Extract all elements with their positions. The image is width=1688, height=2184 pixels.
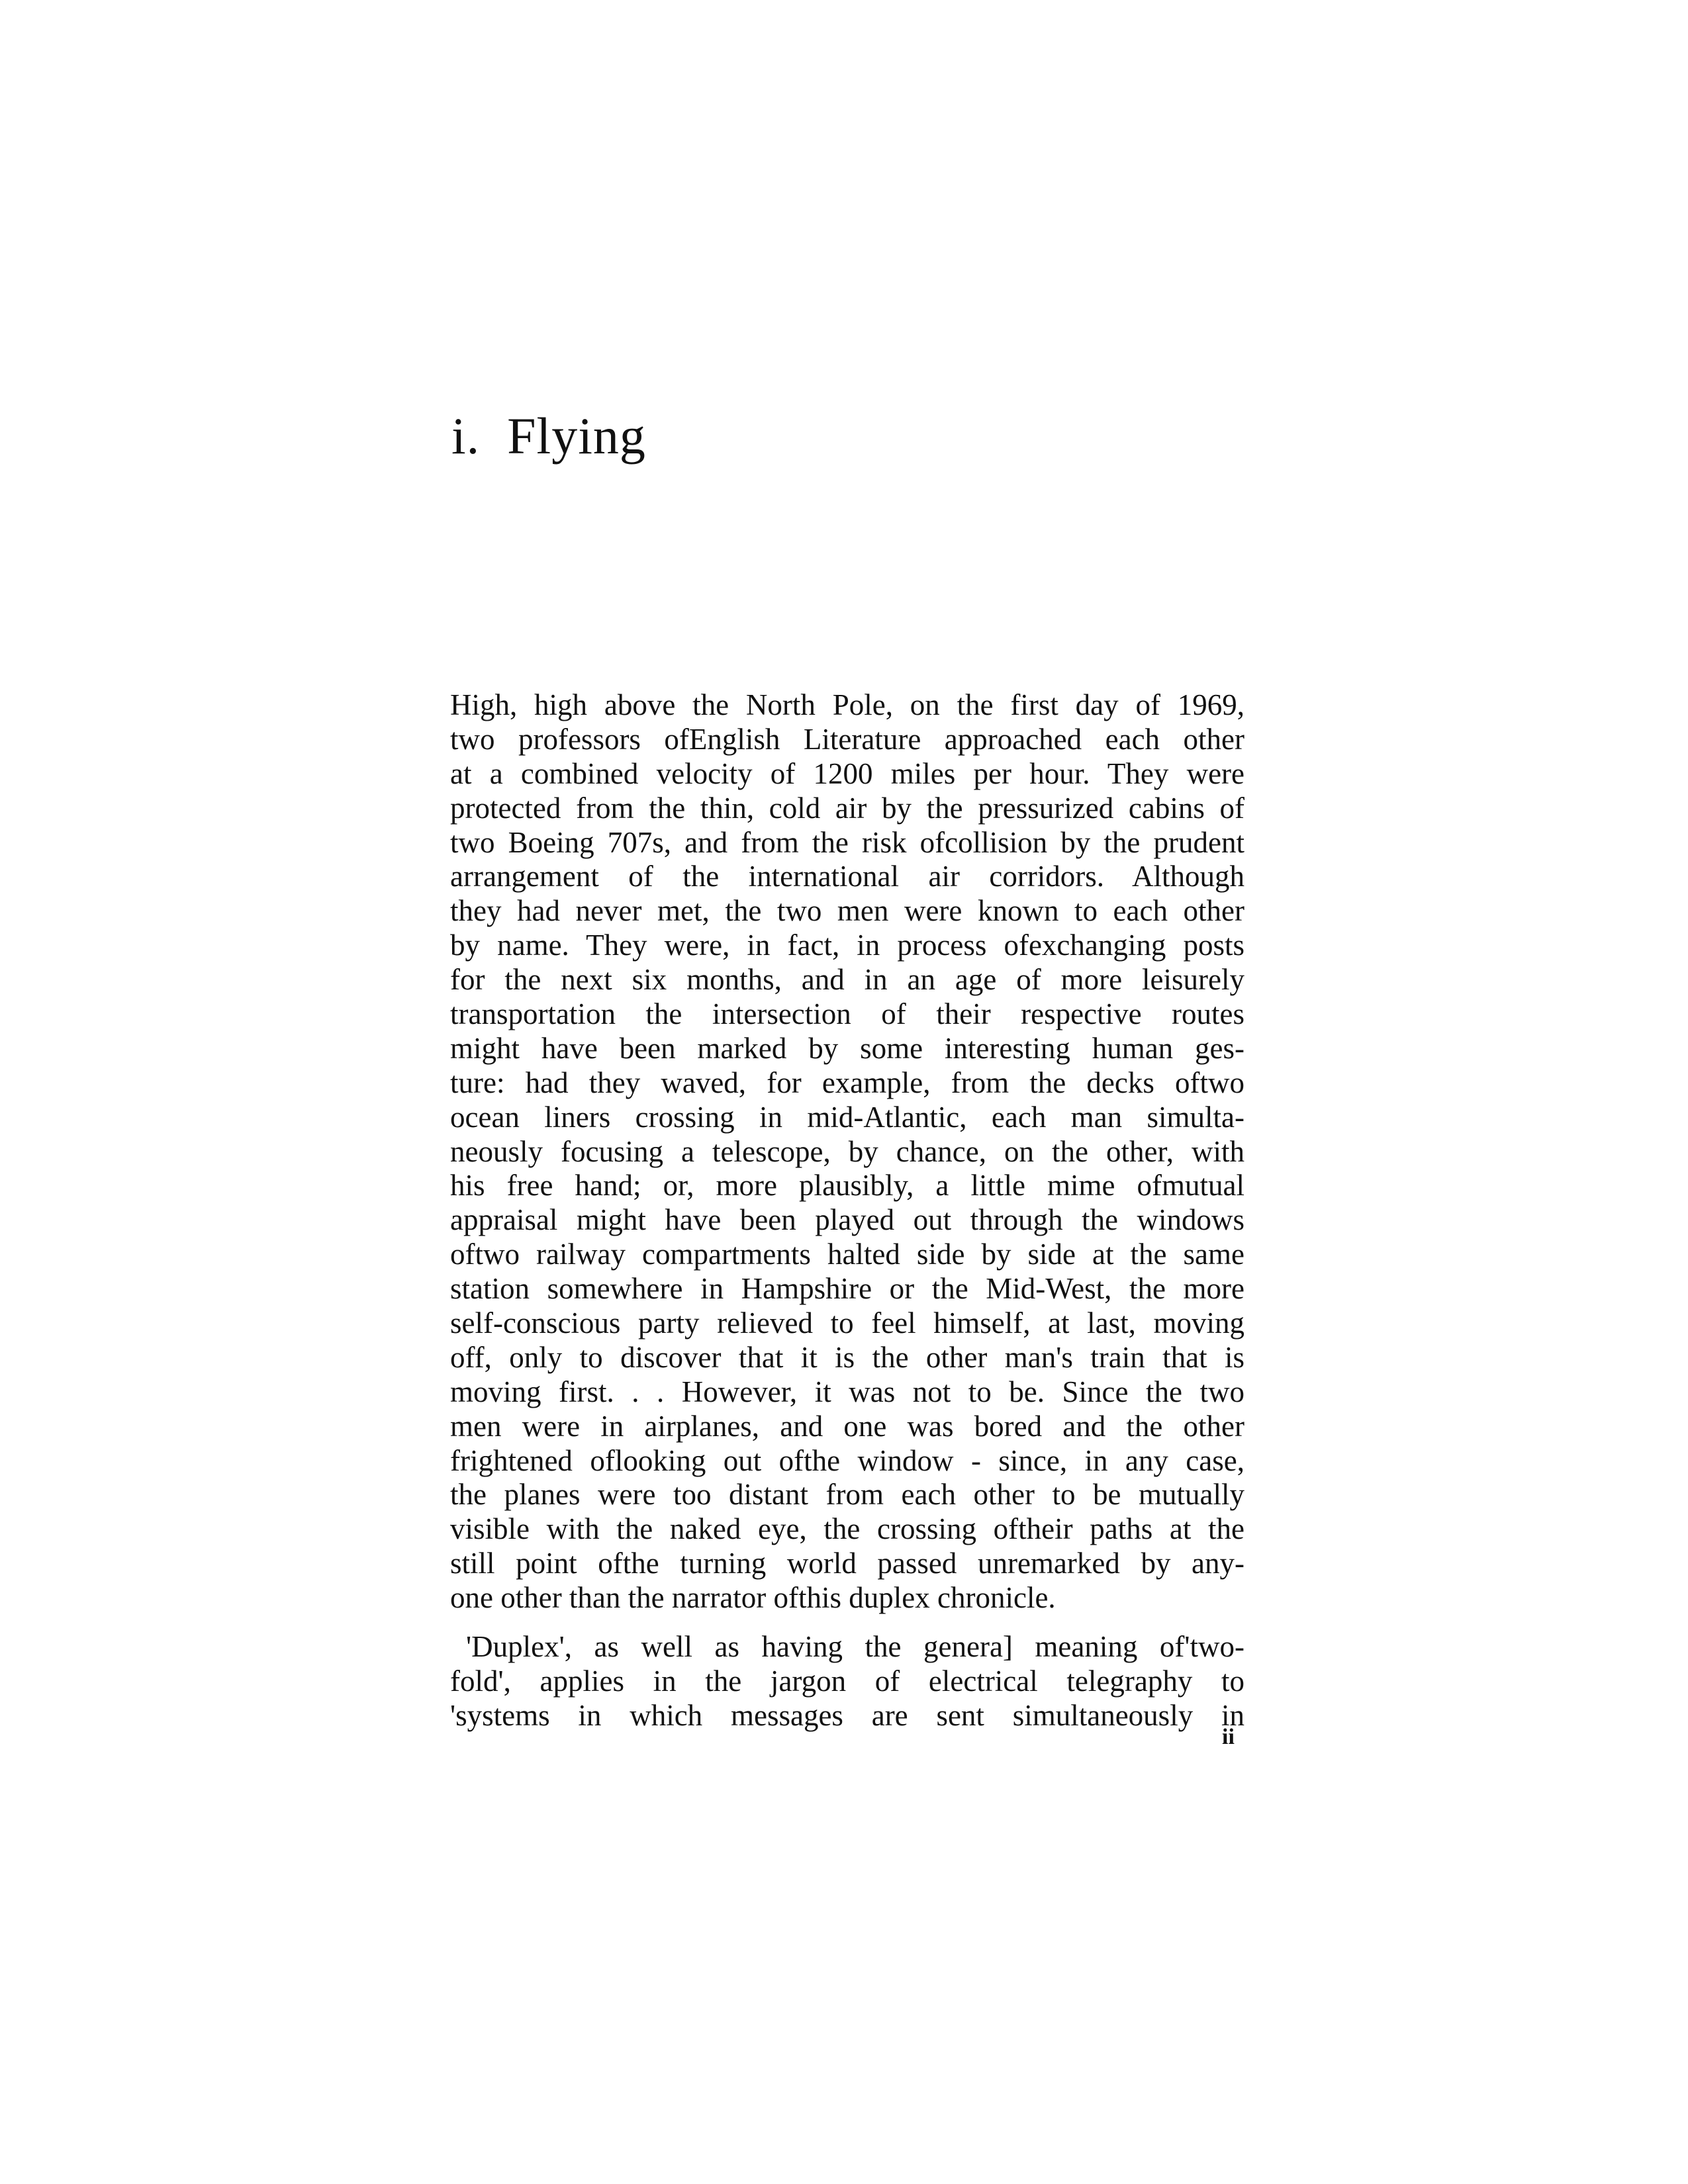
text-line: off, only to discover that it is the other man's train that is [450,1340,1244,1374]
text-line: for the next six months, and in an age of more leisurely [450,963,1244,997]
text-line: ocean liners crossing in mid-Atlantic, each man simulta- [450,1100,1244,1134]
text-line: one other than the narrator ofthis duplex chronicle. [450,1581,1056,1615]
text-line: frightened oflooking out ofthe window - since, in any case, [450,1443,1244,1477]
text-line: still point ofthe turning world passed unremarked by any- [450,1547,1244,1580]
chapter-title: i. Flying [451,407,646,465]
text-line: his free hand; or, more plausibly, a little mime ofmutual [450,1169,1244,1203]
text-line: might have been marked by some interesting human ges- [450,1031,1244,1065]
page-number: ii [1222,1725,1235,1749]
text-line: two professors ofEnglish Literature approached each other [450,722,1244,756]
text-line: moving first. . . However, it was not to be. Since the two [450,1375,1244,1408]
text-line: two Boeing 707s, and from the risk ofcollision by the prudent [450,825,1244,859]
text-line: at a combined velocity of 1200 miles per hour. They were [450,756,1244,790]
paragraph-2 [450,1630,1244,1733]
text-line: visible with the naked eye, the crossing oftheir paths at the [450,1512,1244,1546]
text-line: oftwo railway compartments halted side by side at the same [450,1238,1244,1271]
text-line: by name. They were, in fact, in process ofexchanging posts [450,929,1244,962]
text-line: neously focusing a telescope, by chance, on the other, with [450,1134,1244,1168]
text-line: they had never met, the two men were known to each other [450,894,1244,928]
paragraph-1 [450,688,1244,1615]
text-line: transportation the intersection of their respective routes [450,997,1244,1031]
text-line: men were in airplanes, and one was bored and the other [450,1409,1244,1443]
text-line: station somewhere in Hampshire or the Mid-West, the more [450,1272,1244,1306]
text-line: self-conscious party relieved to feel himself, at last, moving [450,1306,1244,1340]
text-line: protected from the thin, cold air by the pressurized cabins of [450,791,1244,825]
text-line: 'systems in which messages are sent simultaneously in [450,1698,1244,1732]
text-line: the planes were too distant from each other to be mutually [450,1478,1244,1512]
body-text [450,688,1244,1733]
text-line: High, high above the North Pole, on the first day of 1969, [450,688,1244,721]
paragraph-gap [450,1615,1244,1630]
text-line: fold', applies in the jargon of electrical telegraphy to [450,1664,1244,1698]
text-line: appraisal might have been played out through the windows [450,1203,1244,1237]
text-line: arrangement of the international air corridors. Although [450,860,1244,893]
text-line: 'Duplex', as well as having the genera] meaning of'two- [466,1630,1244,1664]
text-line: ture: had they waved, for example, from the decks oftwo [450,1066,1244,1099]
